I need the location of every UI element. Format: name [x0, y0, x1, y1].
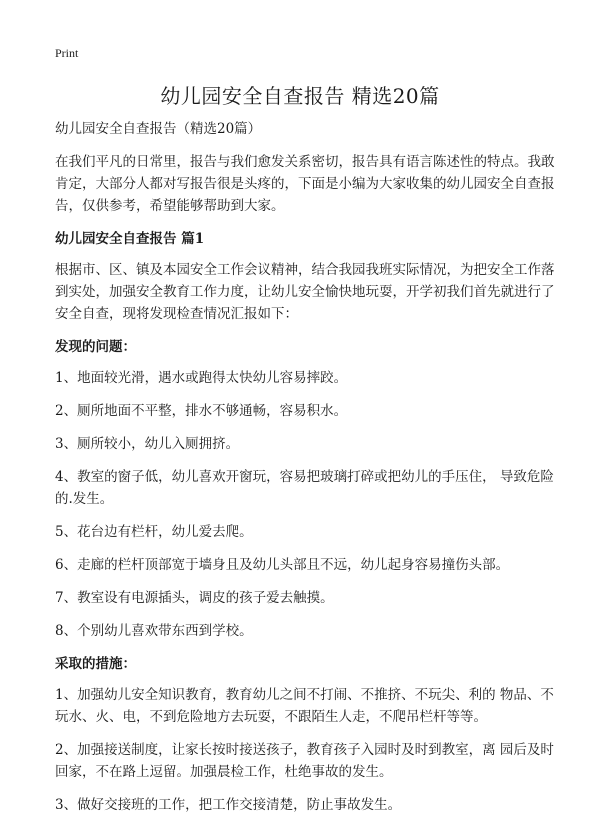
measures-heading: 采取的措施：: [55, 656, 136, 672]
measure-item: 1、加强幼儿安全知识教育，教育幼儿之间不打闹、不推挤、不玩尖、利的 物品、不玩水、火、电，不到危险地方去玩耍，不跟陌生人走，不爬吊栏杆等等。: [55, 687, 554, 725]
document-title: 幼儿园安全自查报告 精选20篇: [160, 84, 440, 108]
problem-item: 2、厕所地面不平整，排水不够通畅，容易积水。: [55, 403, 348, 419]
section-1-paragraph: 根据市、区、镇及本园安全工作会议精神，结合我园我班实际情况，为把安全工作落到实处，加强安全教育工作力度，让幼儿安全愉快地玩耍，开学初我们首先就进行了安全自查，现将发现检查情况汇报如下：: [55, 262, 555, 322]
problem-item: 4、教室的窗子低，幼儿喜欢开窗玩，容易把玻璃打碎或把幼儿的手压住， 导致危险的.发生。: [55, 469, 554, 507]
problems-list: [55, 367, 555, 642]
intro-paragraph: 在我们平凡的日常里，报告与我们愈发关系密切，报告具有语言陈述性的特点。我敢肯定，大部分人都对写报告很是头疼的，下面是小编为大家收集的幼儿园安全自查报告，仅供参考，希望能够帮助到大家。: [55, 154, 555, 214]
measures-list: [55, 684, 555, 816]
document-subtitle: 幼儿园安全自查报告（精选20篇）: [55, 121, 262, 137]
problem-item: 7、教室设有电源插头，调皮的孩子爱去触摸。: [55, 590, 334, 606]
problems-heading: 发现的问题：: [55, 339, 136, 355]
measure-item: 2、加强接送制度，让家长按时接送孩子，教育孩子入园时及时到教室，离 园后及时回家，不在路上逗留。加强晨检工作，杜绝事故的发生。: [55, 742, 554, 780]
measure-item: 3、做好交接班的工作，把工作交接清楚，防止事故发生。: [55, 797, 402, 813]
problem-item: 6、走廊的栏杆顶部宽于墙身且及幼儿头部且不远，幼儿起身容易撞伤头部。: [55, 557, 510, 573]
problem-item: 5、花台边有栏杆，幼儿爱去爬。: [55, 524, 253, 540]
print-link[interactable]: Print: [55, 46, 79, 60]
problem-item: 1、地面较光滑，遇水或跑得太快幼儿容易摔跤。: [55, 370, 348, 386]
section-heading-1: 幼儿园安全自查报告 篇1: [55, 231, 205, 247]
problem-item: 8、个别幼儿喜欢带东西到学校。: [55, 623, 253, 639]
document-body: [55, 118, 555, 827]
problem-item: 3、厕所较小，幼儿入厕拥挤。: [55, 436, 240, 452]
